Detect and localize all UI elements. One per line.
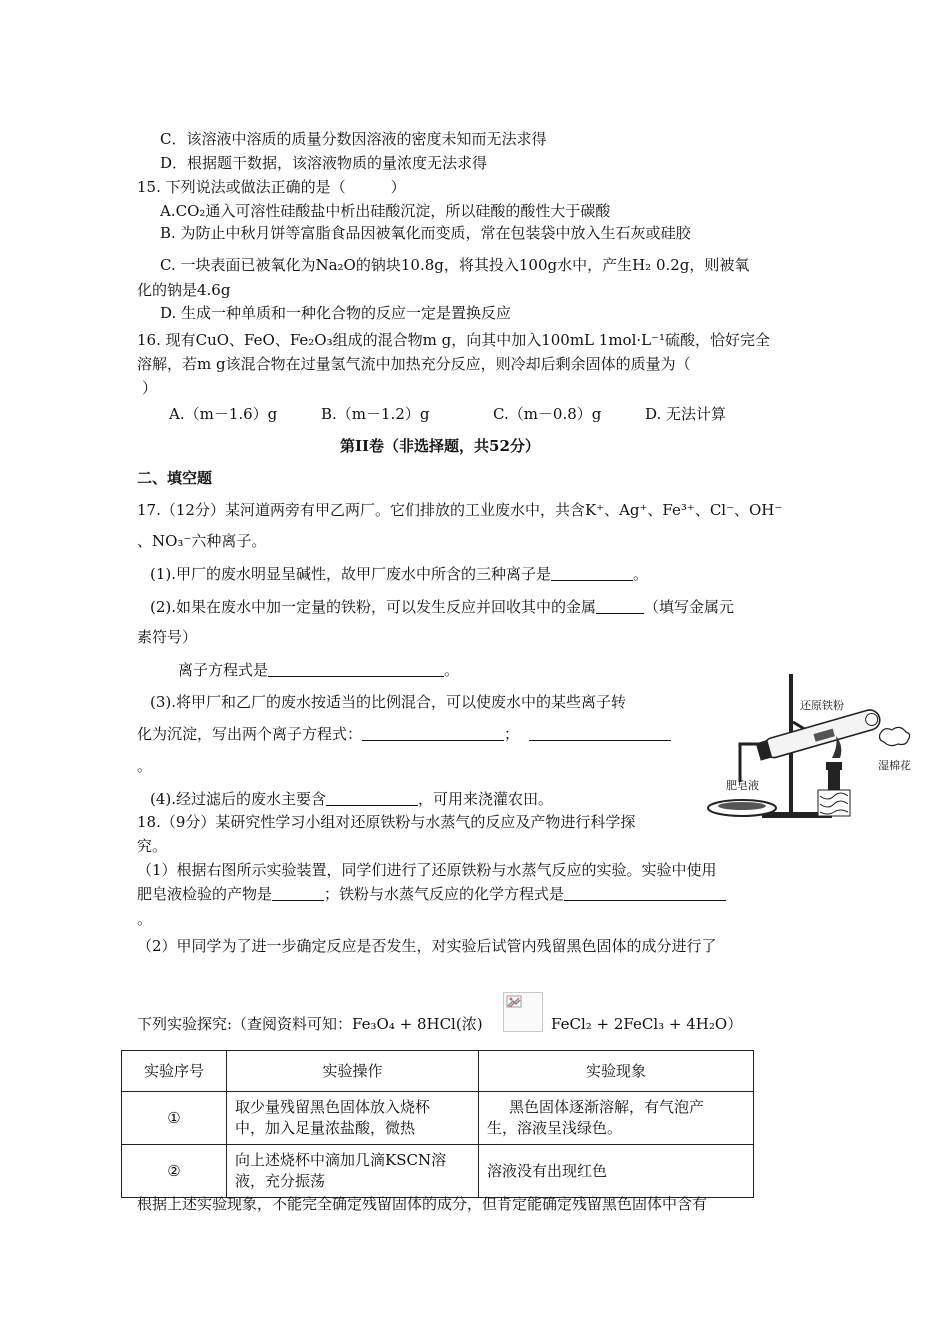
table-cell-no: ② <box>122 1145 227 1198</box>
table-row <box>122 1092 754 1145</box>
q17-ionic-equation: 离子方程式是 。 <box>178 661 460 679</box>
q16-option-a: A.（m－1.6）g <box>169 405 278 423</box>
q18-part1-end: 。 <box>137 910 153 928</box>
q16-stem-line1: 16. 现有CuO、FeO、Fe₂O₃组成的混合物m g，向其中加入100mL 1mol·L⁻¹硫酸，恰好完全 <box>137 331 771 349</box>
apparatus-figure <box>704 672 924 836</box>
table-header-cell: 实验序号 <box>122 1051 227 1092</box>
q15-option-c-line1: C. 一块表面已被氧化为Na₂O的钠块10.8g，将其投入100g水中，产生H₂ 0.2g，则被氧 <box>160 256 750 274</box>
q16-option-d: D. 无法计算 <box>645 405 727 423</box>
table-cell-operation: 取少量残留黑色固体放入烧杯 中，加入足量浓盐酸，微热 <box>227 1092 479 1145</box>
q17-part3-cont: 化为沉淀，写出两个离子方程式： ； <box>137 724 671 744</box>
q17-part3-end: 。 <box>137 757 153 775</box>
q17-answer-blank-6[interactable] <box>326 790 418 806</box>
q18-answer-blank-2[interactable] <box>564 885 726 901</box>
q18-stem-line2: 究。 <box>137 837 168 855</box>
table-cell-no: ① <box>122 1092 227 1145</box>
q18-part1-line1: （1）根据右图所示实验装置，同学们进行了还原铁粉与水蒸气反应的实验。实验中使用 <box>137 861 717 879</box>
q17-part4: (4).经过滤后的废水主要含 ，可用来浇灌农田。 <box>150 790 554 808</box>
q17-answer-blank-4[interactable] <box>362 725 504 741</box>
table-header-cell: 实验操作 <box>227 1051 479 1092</box>
q18-part2-line2-end: FeCl₂ + 2FeCl₃ + 4H₂O） <box>551 1015 743 1033</box>
q16-option-c: C.（m－0.8）g <box>493 405 602 423</box>
q15-option-b: B. 为防止中秋月饼等富脂食品因被氧化而变质，常在包装袋中放入生石灰或硅胶 <box>160 224 691 242</box>
q17-answer-blank-1[interactable] <box>551 565 633 581</box>
q18-part1-line2: 肥皂液检验的产物是 ；铁粉与水蒸气反应的化学方程式是 <box>137 884 726 904</box>
q18-answer-blank-1[interactable] <box>272 885 324 901</box>
q17-part1: (1).甲厂的废水明显呈碱性，故甲厂废水中所含的三种离子是 。 <box>150 565 649 583</box>
q18-part2-line2: 下列实验探究:（查阅资料可知：Fe₃O₄ + 8HCl(浓) <box>137 1015 483 1033</box>
q18-conclusion: 根据上述实验现象，不能完全确定残留固体的成分，但肯定能确定残留黑色固体中含有 <box>137 1195 708 1213</box>
table-cell-phenomenon: 黑色固体逐渐溶解，有气泡产 生，溶液呈浅绿色。 <box>479 1092 754 1145</box>
fill-blank-title: 二、填空题 <box>137 469 213 487</box>
table-header-row <box>122 1051 754 1092</box>
q17-answer-blank-3[interactable] <box>268 661 444 677</box>
q15-option-d: D. 生成一种单质和一种化合物的反应一定是置换反应 <box>160 304 512 322</box>
q16-option-b: B.（m－1.2）g <box>321 405 430 423</box>
q15-option-c-line2: 化的钠是4.6g <box>137 281 231 299</box>
label-wet-cotton: 湿棉花 <box>878 759 911 772</box>
table-cell-operation: 向上述烧杯中滴加几滴KSCN溶 液，充分振荡 <box>227 1145 479 1198</box>
q14-option-d: D．根据题干数据，该溶液物质的量浓度无法求得 <box>160 154 488 172</box>
q15-option-a: A.CO₂通入可溶性硅酸盐中析出硅酸沉淀，所以硅酸的酸性大于碳酸 <box>160 202 611 220</box>
q17-part2: (2).如果在废水中加一定量的铁粉，可以发生反应并回收其中的金属 （填写金属元 <box>150 598 735 616</box>
q18-part2-line1: （2）甲同学为了进一步确定反应是否发生，对实验后试管内残留黑色固体的成分进行了 <box>137 937 717 955</box>
q17-answer-blank-5[interactable] <box>529 725 671 741</box>
q14-option-c: C．该溶液中溶质的质量分数因溶液的密度未知而无法求得 <box>160 130 547 148</box>
table-header-cell: 实验现象 <box>479 1051 754 1092</box>
broken-image-icon <box>503 992 543 1032</box>
table-row <box>122 1145 754 1198</box>
section-2-title: 第II卷（非选择题，共52分） <box>340 437 540 455</box>
q17-part3: (3).将甲厂和乙厂的废水按适当的比例混合，可以使废水中的某些离子转 <box>150 693 627 711</box>
label-soap-solution: 肥皂液 <box>726 779 759 792</box>
table-cell-phenomenon: 溶液没有出现红色 <box>479 1145 754 1198</box>
experiment-table <box>121 1050 754 1198</box>
q17-part2-cont: 素符号） <box>137 628 198 646</box>
q16-stem-line2: 溶解，若m g该混合物在过量氢气流中加热充分反应，则冷却后剩余固体的质量为（ <box>137 355 691 373</box>
q15-stem: 15. 下列说法或做法正确的是（ ） <box>137 178 406 196</box>
label-reduced-iron-powder: 还原铁粉 <box>800 699 844 712</box>
q17-stem-line1: 17.（12分）某河道两旁有甲乙两厂。它们排放的工业废水中，共含K⁺、Ag⁺、Fe³⁺、Cl⁻、OH⁻ <box>137 501 783 519</box>
q17-stem-line2: 、NO₃⁻六种离子。 <box>137 532 267 550</box>
q16-stem-line3: ） <box>142 379 158 397</box>
q17-answer-blank-2[interactable] <box>596 598 644 614</box>
q18-stem-line1: 18.（9分）某研究性学习小组对还原铁粉与水蒸气的反应及产物进行科学探 <box>137 813 636 831</box>
